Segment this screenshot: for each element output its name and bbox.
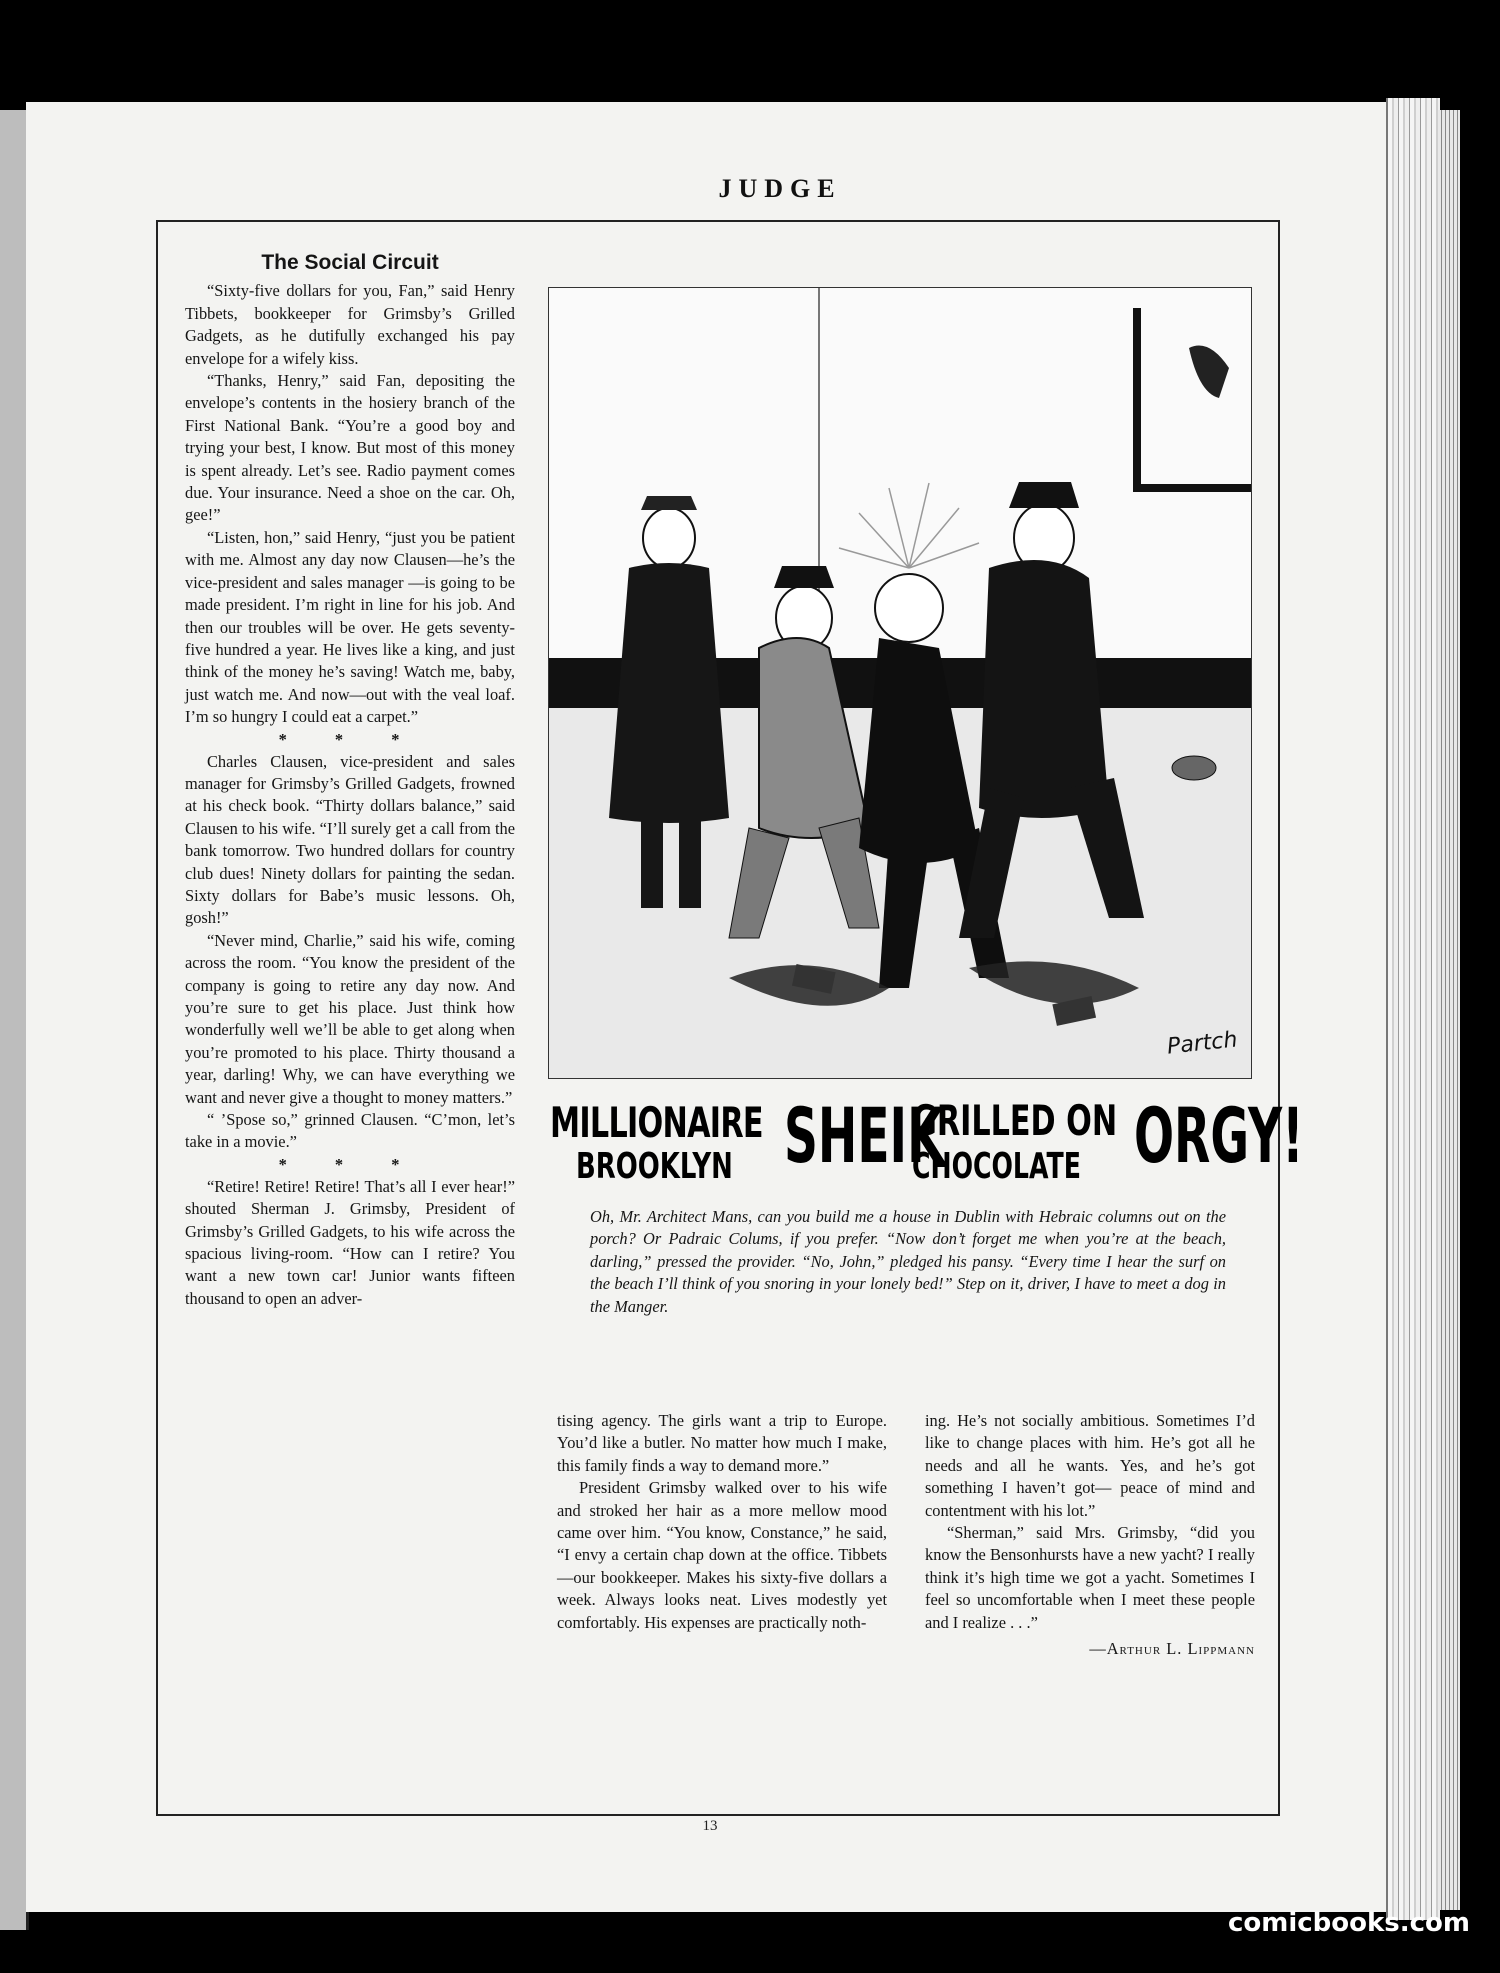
cartoon-illustration xyxy=(548,287,1252,1079)
page-stack-edge xyxy=(1386,98,1440,1920)
paragraph: ing. He’s not socially ambitious. Sometimes I’d like to change places with him. He’s got all he needs and all he wants. Yes, and he’s got something I haven’t got— peace of mind and contentment with his lot.” xyxy=(925,1411,1255,1520)
headline-word: MILLIONAIRE xyxy=(550,1098,763,1147)
paragraph: “Listen, hon,” said Henry, “just you be patient with me. Almost any day now Clausen—he’s the vice-president and sales manager —is going to be made president. I’m right in line for his job. And then our troubles will be over. He gets seventy-five hundred a year. He lives like a king, and just think of the money he’s saving! Watch me, baby, just watch me. And now—out with the veal loaf. I’m so hungry I could eat a carpet.” xyxy=(185,527,515,727)
headline-word: SHEIK xyxy=(784,1091,944,1180)
left-page-edge xyxy=(0,110,29,1930)
cartoon-drawing xyxy=(549,288,1251,1078)
magazine-title: JUDGE xyxy=(718,174,842,203)
cartoon-caption: Oh, Mr. Architect Mans, can you build me a house in Dublin with Hebraic columns out on the porch? Or Padraic Colums, if you prefer. “Now don’t forget me when you’re at the beach, darling,” pressed the provider. “No, John,” pledged his pansy. “Every time I hear the surf on the beach I’ll think of you snoring in your lonely bed!” Step on it, driver, I have to meet a dog in the Manger. xyxy=(590,1207,1226,1316)
headline-word: CHOCOLATE xyxy=(912,1146,1081,1187)
article-middle-column xyxy=(557,1410,887,1634)
page-stack-edge-outer xyxy=(1438,110,1460,1910)
paragraph: tising agency. The girls want a trip to Europe. You’d like a butler. No matter how much I make, this family finds a way to demand more.” xyxy=(557,1411,887,1475)
section-separator: * * * xyxy=(278,729,422,749)
page-number: 13 xyxy=(702,1818,718,1834)
paragraph: “Thanks, Henry,” said Fan, depositing the envelope’s contents in the hosiery branch of the First National Bank. “You’re a good boy and trying your best, I know. But most of this money is spent already. Let’s see. Radio payment comes due. Your insurance. Need a shoe on the car. Oh, gee!” xyxy=(185,371,515,525)
paragraph: “ ’Spose so,” grinned Clausen. “C’mon, let’s take in a movie.” xyxy=(185,1110,515,1152)
headline-word: BROOKLYN xyxy=(576,1146,733,1187)
article-right-column xyxy=(925,1410,1255,1660)
paragraph: “Never mind, Charlie,” said his wife, coming across the room. “You know the president of the company is going to retire any day now. And you’re sure to get his place. Just think how wonderfully well we’ll be able to get along when you’re promoted to his place. Thirty thousand a year, darling! Why, we can have everything we want and never give a thought to money matters.” xyxy=(185,930,515,1107)
section-separator: * * * xyxy=(278,1154,422,1174)
headline-word: GRILLED ON xyxy=(912,1096,1118,1145)
paragraph: “Retire! Retire! Retire! That’s all I ever hear!” shouted Sherman J. Grimsby, President of Grimsby’s Grilled Gadgets, to his wife across the spacious living-room. “How can I retire? You want a new town car! Junior wants fifteen thousand to open an adver- xyxy=(185,1176,515,1308)
watermark: comicbooks.com xyxy=(1227,1908,1470,1938)
paragraph: “Sherman,” said Mrs. Grimsby, “did you know the Bensonhursts have a new yacht? I really think it’s high time we got a yacht. Sometimes I feel so uncomfortable when I meet these people and I realize . . .” xyxy=(925,1523,1255,1632)
paragraph: President Grimsby walked over to his wife and stroked her hair as a more mellow mood came over him. “You know, Constance,” he said, “I envy a certain chap down at the office. Tibbets—our bookkeeper. Makes his sixty-five dollars a week. Always looks neat. Lives modestly yet comfortably. His expenses are practically noth- xyxy=(557,1478,887,1632)
article-left-column xyxy=(185,252,515,1310)
author-byline: —Arthur L. Lippmann xyxy=(1089,1639,1255,1659)
paragraph: Charles Clausen, vice-president and sales manager for Grimsby’s Grilled Gadgets, frowned at his check book. “Thirty dollars balance,” said Clausen to his wife. “I’ll surely get a call from the bank tomorrow. Two hundred dollars for country club dues! Ninety dollars for painting the sedan. Sixty dollars for Babe’s music lessons. Oh, gosh!” xyxy=(185,751,515,928)
artist-signature: Partch xyxy=(1165,1027,1239,1060)
article-title: The Social Circuit xyxy=(261,251,439,274)
paragraph: “Sixty-five dollars for you, Fan,” said Henry Tibbets, bookkeeper for Grimsby’s Grilled Gadgets, as he dutifully exchanged his pay envelope for a wifely kiss. xyxy=(185,281,515,368)
headline-word: ORGY! xyxy=(1134,1091,1304,1180)
cartoon-headline xyxy=(548,1090,1304,1200)
